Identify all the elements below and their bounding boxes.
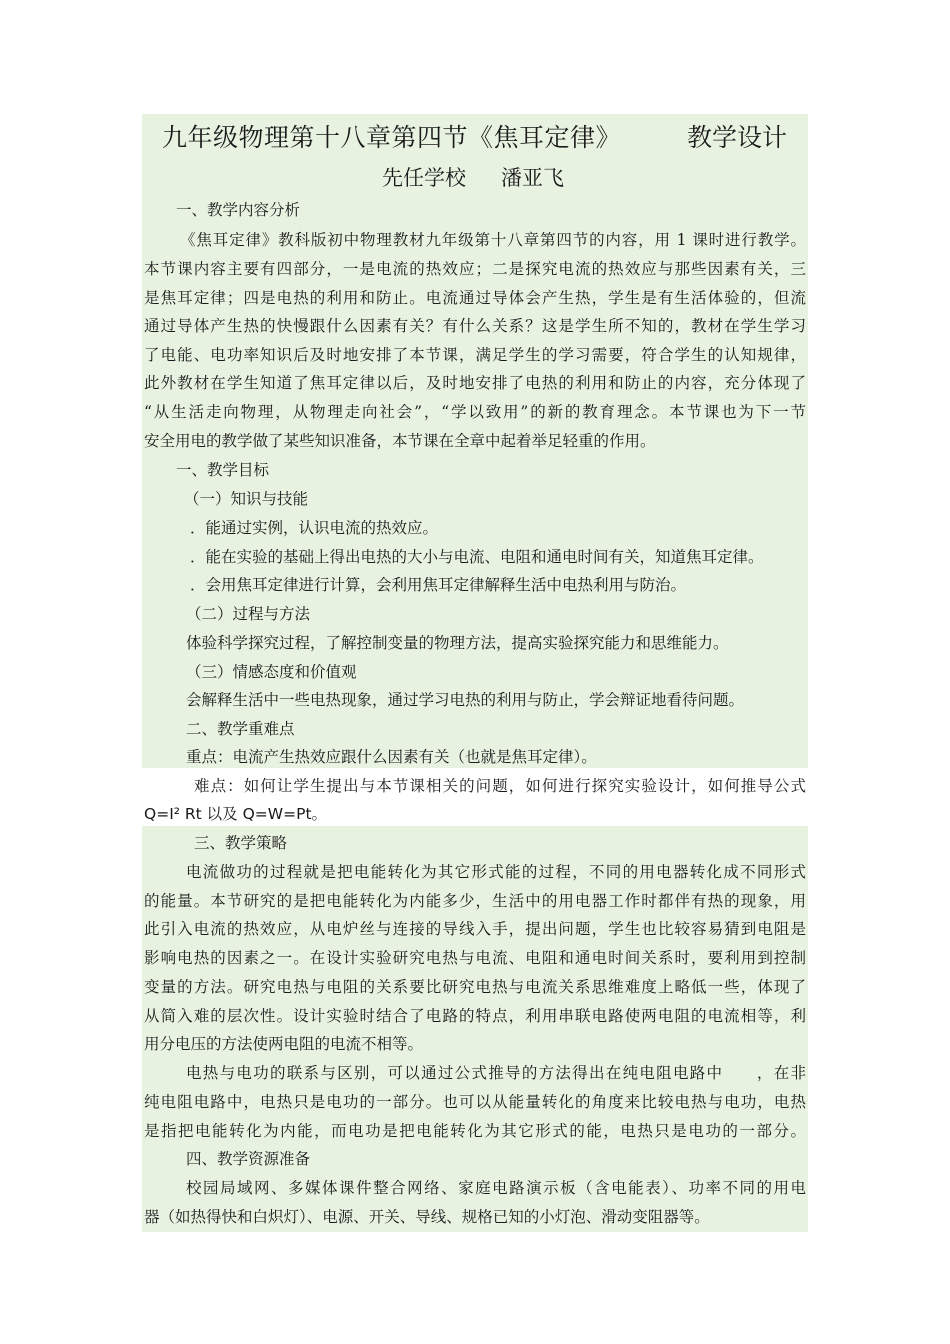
section-heading: 一、教学目标 [176,461,270,479]
author-name: 潘亚飞 [501,166,564,190]
document-title-suffix: 教学设计 [687,123,788,152]
paragraph-line: 影响电热的因素之一。在设计实验研究电热与电流、电阻和通电时间关系时，要利用到控制 [144,949,806,967]
paragraph-line: 是指把电能转化为内能，而电功是把电能转化为其它形式的能，电热只是电功的一部分。 [144,1122,806,1140]
paragraph-line: 重点：电流产生热效应跟什么因素有关（也就是焦耳定律）。 [186,748,597,766]
paragraph-line: 从简入难的层次性。设计实验时结合了电路的特点，利用串联电路使两电阻的电流相等，利 [144,1007,806,1025]
section-heading: 二、教学重难点 [186,720,295,738]
document-title: 九年级物理第十八章第四节《焦耳定律》 [162,123,622,152]
paragraph-line: 难点：如何让学生提出与本节课相关的问题，如何进行探究实验设计，如何推导公式 [194,777,806,795]
section-heading: 三、教学策略 [194,834,288,852]
paragraph-line: 《焦耳定律》教科版初中物理教材九年级第十八章第四节的内容，用 1 课时进行教学。 [180,231,806,249]
paragraph-line: 变量的方法。研究电热与电阻的关系要比研究电热与电流关系思维难度上略低一些，体现了 [144,978,806,996]
paragraph-line: 体验科学探究过程，了解控制变量的物理方法，提高实验探究能力和思维能力。 [186,634,729,652]
paragraph-line: 器（如热得快和白炽灯）、电源、开关、导线、规格已知的小灯泡、滑动变阻器等。 [144,1208,710,1226]
paragraph-line: 安全用电的教学做了某些知识准备，本节课在全章中起着举足轻重的作用。 [144,432,656,450]
paragraph-line: 电热与电功的联系与区别，可以通过公式推导的方法得出在纯电阻电路中 ，在非 [186,1064,806,1082]
paragraph-line: 校园局域网、多媒体课件整合网络、家庭电路演示板（含电能表）、功率不同的用电 [186,1179,806,1197]
formula-line: Q=I² Rt 以及 Q=W=Pt。 [144,805,328,823]
paragraph-line: 本节课内容主要有四部分，一是电流的热效应；二是探究电流的热效应与那些因素有关，三 [144,260,806,278]
subsection-heading: （三）情感态度和价值观 [186,663,357,681]
school-name: 先任学校 [382,166,466,190]
paragraph-line: 了电能、电功率知识后及时地安排了本节课，满足学生的学习需要，符合学生的认知规律， [144,346,806,364]
list-item: ．能在实验的基础上得出电热的大小与电流、电阻和通电时间有关，知道焦耳定律。 [190,548,764,566]
paragraph-line: 纯电阻电路中，电热只是电功的一部分。也可以从能量转化的角度来比较电热与电功，电热 [144,1093,806,1111]
paragraph-line: 用分电压的方法使两电阻的电流不相等。 [144,1035,424,1053]
subsection-heading: （二）过程与方法 [186,605,311,623]
section-heading: 四、教学资源准备 [186,1150,311,1168]
list-item: ．会用焦耳定律进行计算，会利用焦耳定律解释生活中电热利用与防治。 [190,576,687,594]
paragraph-line: 的能量。本节研究的是把电能转化为内能多少，生活中的用电器工作时都伴有热的现象，用 [144,892,806,910]
paragraph-line: 此外教材在学生知道了焦耳定律以后，及时地安排了电热的利用和防止的内容，充分体现了 [144,374,806,392]
paragraph-line: 通过导体产生热的快慢跟什么因素有关？有什么关系？这是学生所不知的，教材在学生学习 [144,317,806,335]
paragraph-line: 是焦耳定律；四是电热的利用和防止。电流通过导体会产生热，学生是有生活体验的，但流 [144,289,806,307]
paragraph-line: 此引入电流的热效应，从电炉丝与连接的导线入手，提出问题，学生也比较容易猜到电阻是 [144,920,806,938]
paragraph-line: 电流做功的过程就是把电能转化为其它形式能的过程，不同的用电器转化成不同形式 [186,863,806,881]
section-heading: 一、教学内容分析 [176,201,301,219]
paragraph-line: “从生活走向物理，从物理走向社会”，“学以致用”的新的教育理念。本节课也为下一节 [144,403,806,421]
subsection-heading: （一）知识与技能 [184,490,309,508]
list-item: ．能通过实例，认识电流的热效应。 [190,519,439,537]
paragraph-line: 会解释生活中一些电热现象，通过学习电热的利用与防止，学会辩证地看待问题。 [186,691,745,709]
